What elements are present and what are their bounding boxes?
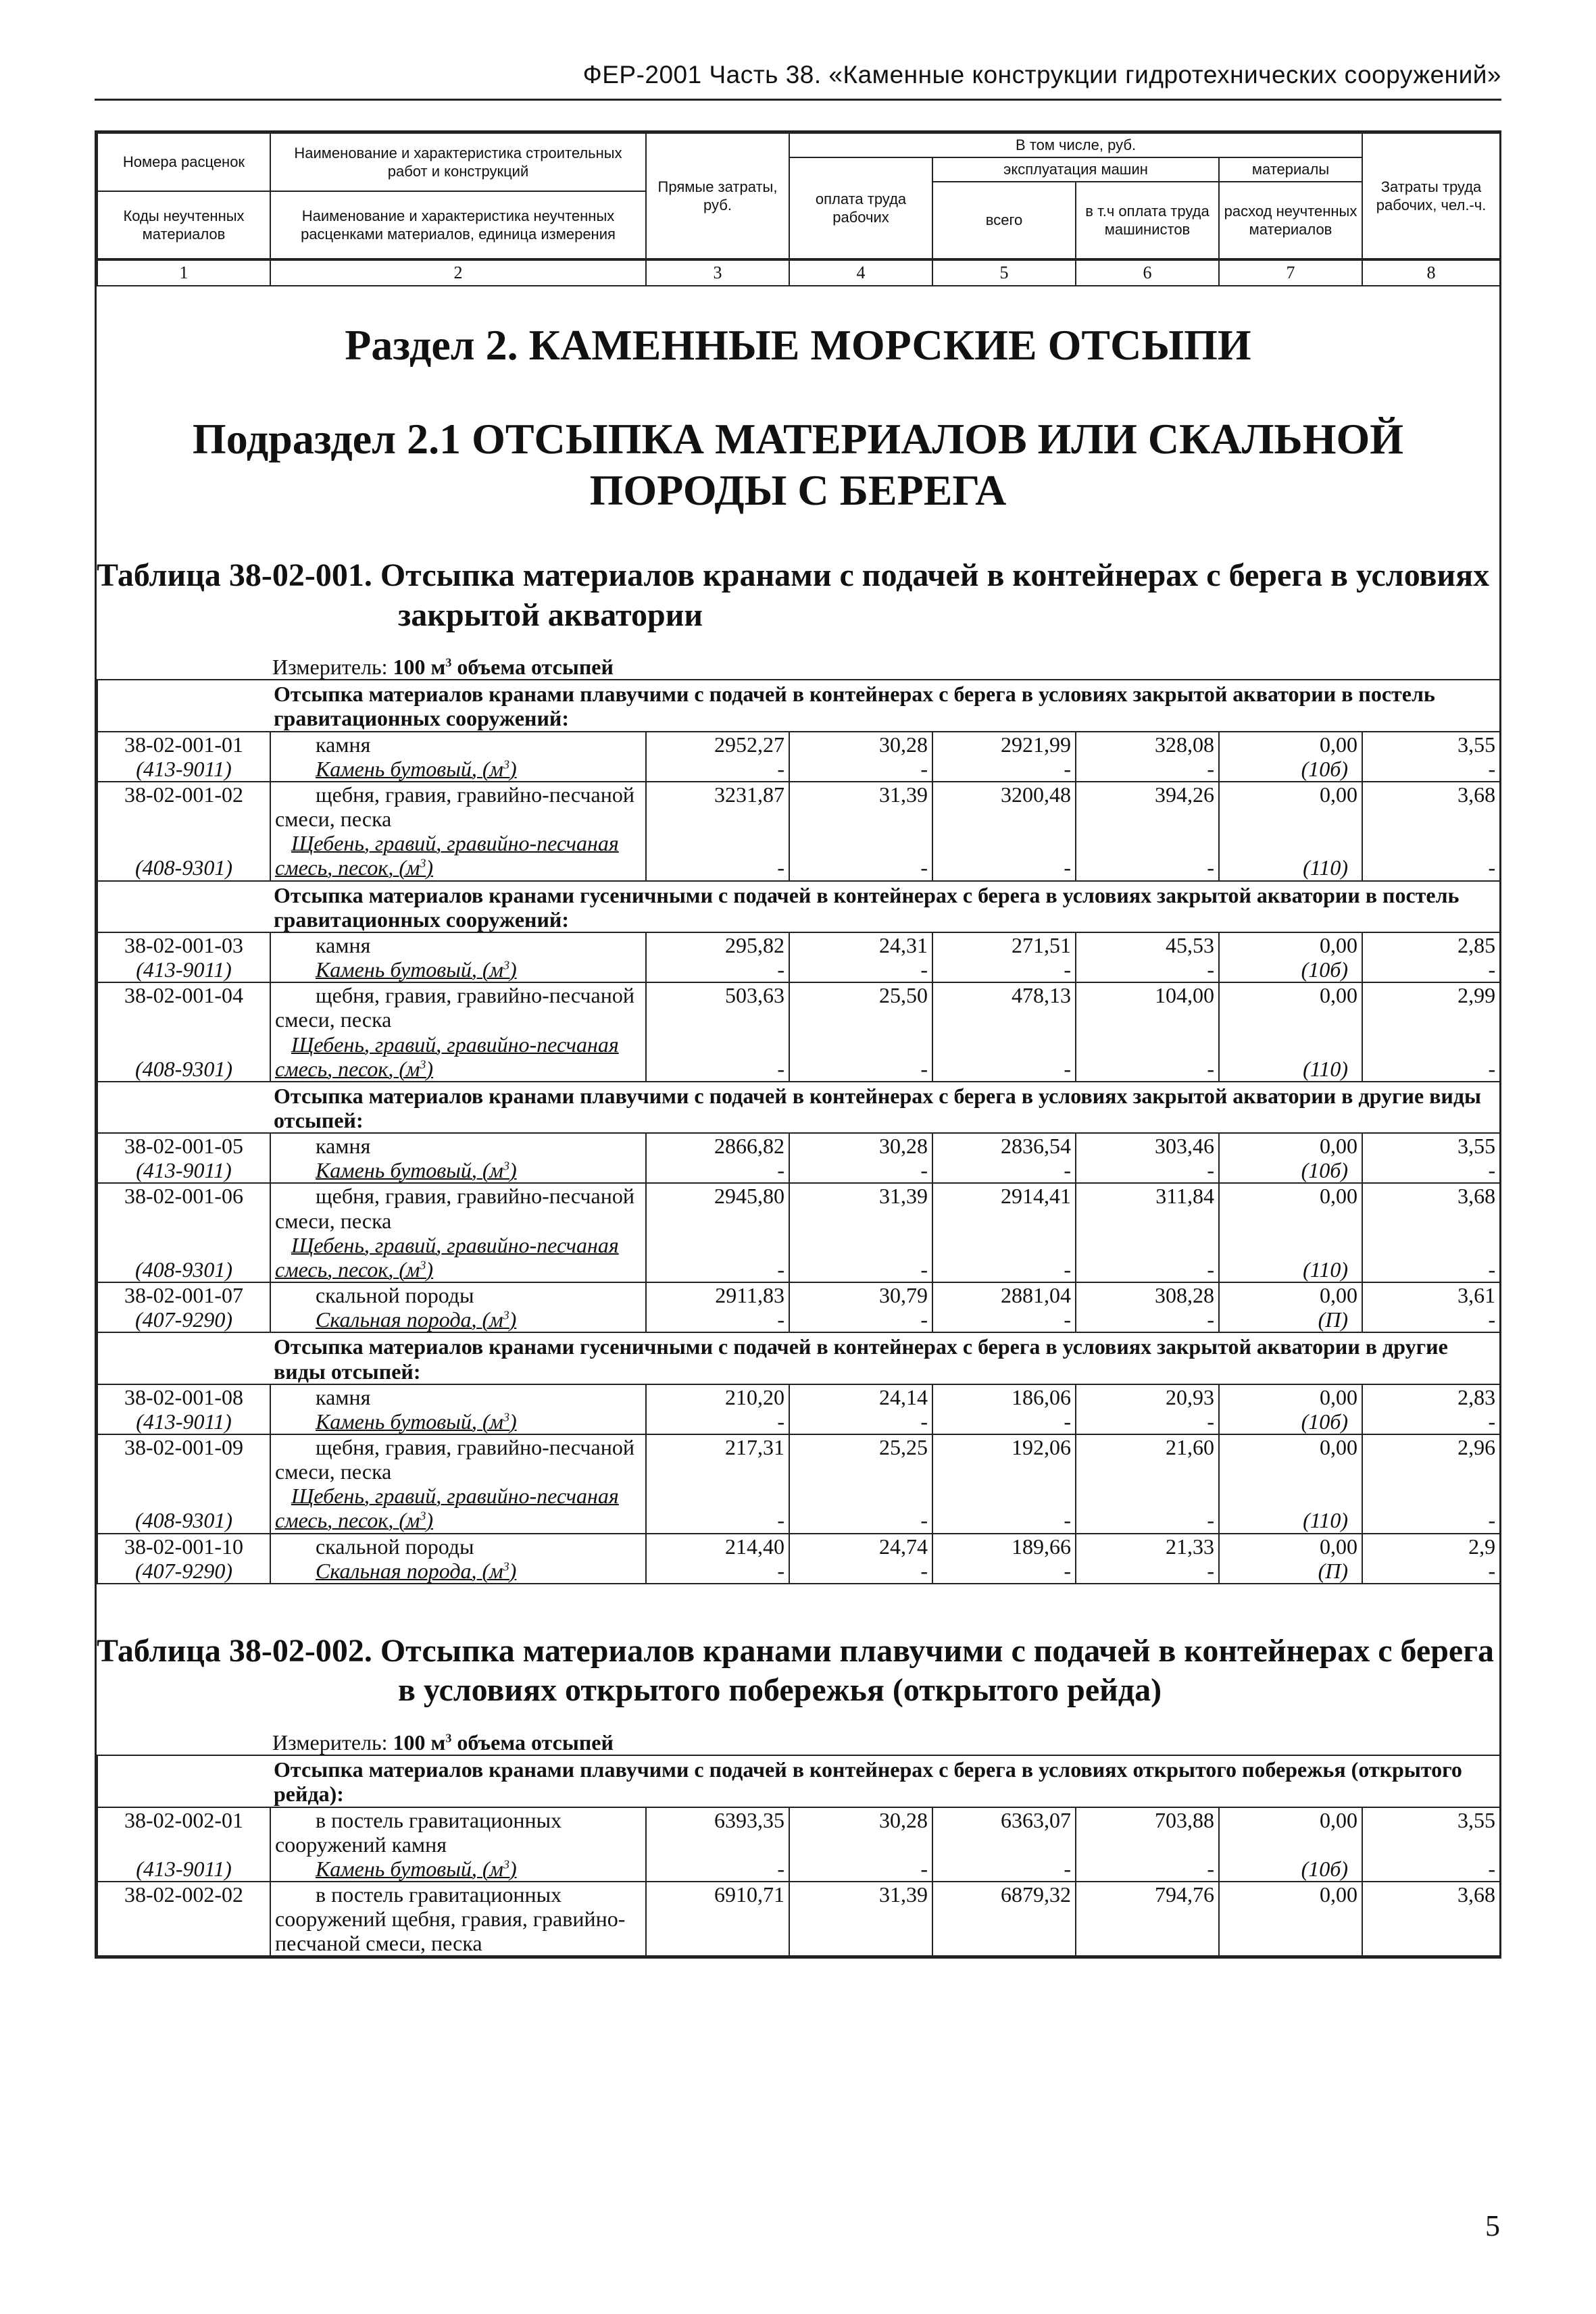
labor: 3,68 (1362, 1183, 1500, 1232)
material-name-cell (270, 1307, 646, 1332)
unit-paren: ) (509, 1307, 517, 1332)
wages: 24,74 (789, 1534, 932, 1559)
wages: 30,28 (789, 1807, 932, 1857)
unit-paren: ) (426, 855, 434, 880)
colnum-8: 8 (1362, 260, 1500, 286)
direct-costs: 3231,87 (646, 782, 789, 831)
group-heading: Отсыпка материалов кранами плавучими с подачей в контейнерах с берега в условиях закрытой акватории в постель гравитационных сооружений: (97, 680, 1500, 731)
dash-cell: - (1362, 1158, 1500, 1183)
rate-row (97, 1384, 1500, 1409)
material-code: (408-9301) (97, 831, 270, 880)
machinist-wages: 308,28 (1076, 1282, 1219, 1307)
column-header-table (97, 132, 1501, 259)
table2-title: Таблица 38-02-002. Отсыпка материалов кранами плавучими с подачей в контейнерах с берега в условиях открытого побережья (открытого рейда) (97, 1632, 1494, 1709)
header-codes: Коды неучтенных материалов (97, 191, 270, 259)
dash-cell: - (646, 831, 789, 880)
material-consumption: (110) (1219, 1233, 1362, 1282)
dash-cell: - (1362, 1233, 1500, 1282)
rate-row (97, 932, 1500, 957)
rate-row (97, 1807, 1500, 1857)
header-machines-total: всего (932, 182, 1076, 259)
material-name-cell (270, 1857, 646, 1882)
materials: 0,00 (1219, 1534, 1362, 1559)
materials: 0,00 (1219, 982, 1362, 1032)
material-consumption: (110) (1219, 831, 1362, 880)
table2-body (97, 1755, 1501, 1957)
work-name: скальной породы (270, 1282, 646, 1307)
group-heading-row (97, 881, 1500, 932)
dash-cell: - (1362, 1307, 1500, 1332)
material-code: (407-9290) (97, 1307, 270, 1332)
material-name-cell (270, 1032, 646, 1082)
group-heading-row (97, 1332, 1500, 1384)
dash-cell: - (1076, 1032, 1219, 1082)
machines-total: 2836,54 (932, 1133, 1076, 1158)
material-code: (408-9301) (97, 1484, 270, 1533)
rate-row (97, 782, 1500, 831)
material-row (97, 757, 1500, 782)
dash-cell: - (789, 1233, 932, 1282)
work-name: в постель гравитационных сооружений камня (270, 1807, 646, 1857)
dash-cell: - (646, 1484, 789, 1533)
machinist-wages: 20,93 (1076, 1384, 1219, 1409)
material-code: (413-9011) (97, 757, 270, 782)
group-heading-row (97, 680, 1500, 731)
dash-cell: - (789, 1484, 932, 1533)
wages: 31,39 (789, 782, 932, 831)
machinist-wages: 45,53 (1076, 932, 1219, 957)
work-name: скальной породы (270, 1534, 646, 1559)
header-direct-costs: Прямые затраты, руб. (646, 133, 789, 259)
material-row (97, 957, 1500, 982)
materials: 0,00 (1219, 1384, 1362, 1409)
labor: 2,9 (1362, 1534, 1500, 1559)
direct-costs: 2866,82 (646, 1133, 789, 1158)
machinist-wages: 21,33 (1076, 1534, 1219, 1559)
unit-superscript: 3 (503, 1308, 509, 1322)
dash-cell: - (789, 1307, 932, 1332)
dash-cell: - (646, 1409, 789, 1434)
materials: 0,00 (1219, 1807, 1362, 1857)
material-name: Камень бутовый, (м (316, 1158, 503, 1183)
unit-superscript: 3 (420, 1258, 426, 1272)
colnum-5: 5 (932, 260, 1076, 286)
header-machines: эксплуатация машин (932, 157, 1219, 182)
material-name: Щебень, гравий, гравийно-песчаная смесь, песок, (м (275, 1484, 619, 1533)
material-consumption: (10б) (1219, 757, 1362, 782)
unit-paren: ) (509, 1558, 517, 1583)
document-page (95, 61, 1501, 1959)
material-name-cell (270, 1559, 646, 1584)
group-heading-row (97, 1082, 1500, 1133)
machines-total: 6363,07 (932, 1807, 1076, 1857)
rate-code: 38-02-002-02 (97, 1882, 270, 1956)
rate-code: 38-02-001-03 (97, 932, 270, 957)
materials: 0,00 (1219, 1434, 1362, 1484)
table2-meter: Измеритель: 100 $м^3$ объема отсыпей (272, 1730, 614, 1755)
rate-code: 38-02-002-01 (97, 1807, 270, 1857)
dash-cell: - (1076, 1559, 1219, 1584)
header-name: Наименование и характеристика строительных работ и конструкций (270, 133, 646, 191)
dash-cell: - (646, 1857, 789, 1882)
header-wages: оплата труда рабочих (789, 157, 932, 259)
colnum-7: 7 (1219, 260, 1362, 286)
dash-cell: - (1362, 1409, 1500, 1434)
direct-costs: 2945,80 (646, 1183, 789, 1232)
labor: 3,68 (1362, 782, 1500, 831)
header-machinist-wages: в т.ч оплата труда машинистов (1076, 182, 1219, 259)
material-consumption: (10б) (1219, 957, 1362, 982)
machines-total: 3200,48 (932, 782, 1076, 831)
unit-superscript: 3 (503, 1410, 509, 1424)
wages: 25,25 (789, 1434, 932, 1484)
unit-superscript: 3 (503, 1559, 509, 1574)
machines-total: 192,06 (932, 1434, 1076, 1484)
machines-total: 478,13 (932, 982, 1076, 1032)
unit-superscript: 3 (503, 958, 509, 972)
unit-paren: ) (509, 756, 517, 781)
machines-total: 2921,99 (932, 732, 1076, 757)
material-name-cell (270, 1484, 646, 1533)
dash-cell: - (789, 831, 932, 880)
material-consumption: (П) (1219, 1559, 1362, 1584)
group-heading-row (97, 1755, 1500, 1807)
dash-cell: - (1076, 1484, 1219, 1533)
machines-total: 6879,32 (932, 1882, 1076, 1956)
material-name: Щебень, гравий, гравийно-песчаная смесь, песок, (м (275, 1232, 619, 1282)
machinist-wages: 303,46 (1076, 1133, 1219, 1158)
dash-cell: - (932, 957, 1076, 982)
material-code: (413-9011) (97, 1158, 270, 1183)
rate-row (97, 1133, 1500, 1158)
machines-total: 2881,04 (932, 1282, 1076, 1307)
wages: 31,39 (789, 1183, 932, 1232)
rate-code: 38-02-001-07 (97, 1282, 270, 1307)
machines-total: 271,51 (932, 932, 1076, 957)
work-name: щебня, гравия, гравийно-песчаной смеси, песка (270, 982, 646, 1032)
materials: 0,00 (1219, 1133, 1362, 1158)
rate-code: 38-02-001-06 (97, 1183, 270, 1232)
material-name-cell (270, 757, 646, 782)
dash-cell: - (646, 957, 789, 982)
materials: 0,00 (1219, 782, 1362, 831)
colnum-6: 6 (1076, 260, 1219, 286)
dash-cell: - (1362, 957, 1500, 982)
direct-costs: 295,82 (646, 932, 789, 957)
wages: 24,14 (789, 1384, 932, 1409)
rate-code: 38-02-001-02 (97, 782, 270, 831)
materials: 0,00 (1219, 1882, 1362, 1956)
work-name: щебня, гравия, гравийно-песчаной смеси, песка (270, 1183, 646, 1232)
dash-cell: - (1076, 957, 1219, 982)
dash-cell: - (789, 757, 932, 782)
subsection-title: Подраздел 2.1 ОТСЫПКА МАТЕРИАЛОВ ИЛИ СКАЛЬНОЙ ПОРОДЫ С БЕРЕГА (192, 415, 1404, 514)
rate-row (97, 1882, 1500, 1956)
direct-costs: 217,31 (646, 1434, 789, 1484)
dash-cell: - (1362, 1559, 1500, 1584)
dash-cell: - (646, 1032, 789, 1082)
machines-total: 2914,41 (932, 1183, 1076, 1232)
machinist-wages: 21,60 (1076, 1434, 1219, 1484)
work-name: камня (270, 1384, 646, 1409)
section-title: Раздел 2. КАМЕННЫЕ МОРСКИЕ ОТСЫПИ (345, 321, 1251, 369)
direct-costs: 2911,83 (646, 1282, 789, 1307)
rate-row (97, 1282, 1500, 1307)
material-row (97, 1409, 1500, 1434)
materials: 0,00 (1219, 932, 1362, 957)
wages: 24,31 (789, 932, 932, 957)
rate-row (97, 1434, 1500, 1484)
material-name-cell (270, 831, 646, 880)
colnum-3: 3 (646, 260, 789, 286)
direct-costs: 6910,71 (646, 1882, 789, 1956)
header-materials: материалы (1219, 157, 1362, 182)
work-name: камня (270, 1133, 646, 1158)
machinist-wages: 394,26 (1076, 782, 1219, 831)
running-header: ФЕР-2001 Часть 38. «Каменные конструкции гидротехнических сооружений» (95, 61, 1501, 101)
dash-cell: - (932, 831, 1076, 880)
group-heading: Отсыпка материалов кранами плавучими с подачей в контейнерах с берега в условиях открытого побережья (открытого рейда): (97, 1755, 1500, 1807)
unit-superscript: 3 (503, 757, 509, 772)
dash-cell: - (932, 1409, 1076, 1434)
material-consumption: (110) (1219, 1032, 1362, 1082)
material-code: (413-9011) (97, 957, 270, 982)
labor: 2,96 (1362, 1434, 1500, 1484)
materials: 0,00 (1219, 1282, 1362, 1307)
dash-cell: - (789, 1409, 932, 1434)
material-name-cell (270, 957, 646, 982)
header-labor: Затраты труда рабочих, чел.-ч. (1362, 133, 1500, 259)
material-row (97, 1307, 1500, 1332)
material-code: (413-9011) (97, 1409, 270, 1434)
direct-costs: 214,40 (646, 1534, 789, 1559)
labor: 2,85 (1362, 932, 1500, 957)
material-consumption: (П) (1219, 1307, 1362, 1332)
unit-paren: ) (509, 1158, 517, 1183)
table1-meter: Измеритель: 100 $м^3$ объема отсыпей (272, 655, 614, 680)
material-consumption: (110) (1219, 1484, 1362, 1533)
work-name: щебня, гравия, гравийно-песчаной смеси, песка (270, 782, 646, 831)
unit-superscript: 3 (420, 1057, 426, 1071)
dash-cell: - (932, 1484, 1076, 1533)
dash-cell: - (646, 1158, 789, 1183)
dash-cell: - (1362, 831, 1500, 880)
labor: 3,68 (1362, 1882, 1500, 1956)
labor: 3,55 (1362, 1807, 1500, 1857)
unit-paren: ) (509, 957, 517, 982)
machines-total: 189,66 (932, 1534, 1076, 1559)
dash-cell: - (1076, 831, 1219, 880)
dash-cell: - (1076, 1857, 1219, 1882)
material-consumption: (10б) (1219, 1158, 1362, 1183)
unit-superscript: 3 (503, 1857, 509, 1871)
material-name: Скальная порода, (м (316, 1307, 503, 1332)
wages: 30,28 (789, 1133, 932, 1158)
materials: 0,00 (1219, 732, 1362, 757)
wages: 25,50 (789, 982, 932, 1032)
unit-superscript: 3 (420, 1509, 426, 1523)
dash-cell: - (646, 1307, 789, 1332)
machines-total: 186,06 (932, 1384, 1076, 1409)
rate-code: 38-02-001-08 (97, 1384, 270, 1409)
labor: 2,83 (1362, 1384, 1500, 1409)
rate-code: 38-02-001-04 (97, 982, 270, 1032)
group-heading: Отсыпка материалов кранами гусеничными с подачей в контейнерах с берега в условиях закрытой акватории в постель гравитационных сооружений: (97, 881, 1500, 932)
dash-cell: - (1076, 1233, 1219, 1282)
machinist-wages: 794,76 (1076, 1882, 1219, 1956)
material-name: Камень бутовый, (м (316, 1409, 503, 1434)
table1-title: Таблица 38-02-001. Отсыпка материалов кранами с подачей в контейнерах с берега в условиях закрытой акватории (97, 557, 1490, 633)
material-row (97, 1857, 1500, 1882)
labor: 3,55 (1362, 1133, 1500, 1158)
rate-row (97, 1183, 1500, 1232)
header-including: В том числе, руб. (789, 133, 1362, 157)
unit-paren: ) (426, 1257, 434, 1282)
wages: 30,79 (789, 1282, 932, 1307)
material-name-cell (270, 1158, 646, 1183)
labor: 2,99 (1362, 982, 1500, 1032)
materials: 0,00 (1219, 1183, 1362, 1232)
material-code: (407-9290) (97, 1559, 270, 1584)
colnum-4: 4 (789, 260, 932, 286)
dash-cell: - (789, 1857, 932, 1882)
work-name: камня (270, 932, 646, 957)
machinist-wages: 703,88 (1076, 1807, 1219, 1857)
dash-cell: - (1076, 1158, 1219, 1183)
rate-row (97, 1534, 1500, 1559)
material-name: Камень бутовый, (м (316, 1856, 503, 1881)
dash-cell: - (646, 1233, 789, 1282)
material-name: Камень бутовый, (м (316, 957, 503, 982)
dash-cell: - (646, 757, 789, 782)
direct-costs: 503,63 (646, 982, 789, 1032)
unit-paren: ) (509, 1409, 517, 1434)
rate-code: 38-02-001-01 (97, 732, 270, 757)
labor: 3,55 (1362, 732, 1500, 757)
material-name: Скальная порода, (м (316, 1558, 503, 1583)
rate-code: 38-02-001-10 (97, 1534, 270, 1559)
dash-cell: - (646, 1559, 789, 1584)
dash-cell: - (1362, 757, 1500, 782)
dash-cell: - (1362, 1484, 1500, 1533)
material-consumption: (10б) (1219, 1857, 1362, 1882)
rate-row (97, 732, 1500, 757)
rate-row (97, 982, 1500, 1032)
material-row (97, 1484, 1500, 1533)
page-number: 5 (1485, 2209, 1500, 2242)
dash-cell: - (932, 1857, 1076, 1882)
material-row (97, 1032, 1500, 1082)
work-name: камня (270, 732, 646, 757)
dash-cell: - (1362, 1032, 1500, 1082)
material-name-cell (270, 1233, 646, 1282)
rate-code: 38-02-001-05 (97, 1133, 270, 1158)
material-row (97, 1158, 1500, 1183)
table1-body (97, 679, 1501, 1584)
direct-costs: 6393,35 (646, 1807, 789, 1857)
dash-cell: - (932, 757, 1076, 782)
material-row (97, 1559, 1500, 1584)
wages: 31,39 (789, 1882, 932, 1956)
work-name: в постель гравитационных сооружений щебня, гравия, гравийно-песчаной смеси, песка (270, 1882, 646, 1956)
unit-paren: ) (426, 1056, 434, 1081)
material-code: (413-9011) (97, 1857, 270, 1882)
labor: 3,61 (1362, 1282, 1500, 1307)
colnum-1: 1 (97, 260, 270, 286)
work-name: щебня, гравия, гравийно-песчаной смеси, песка (270, 1434, 646, 1484)
unit-superscript: 3 (503, 1159, 509, 1173)
dash-cell: - (932, 1307, 1076, 1332)
material-name: Камень бутовый, (м (316, 756, 503, 781)
material-row (97, 1233, 1500, 1282)
machinist-wages: 311,84 (1076, 1183, 1219, 1232)
material-name: Щебень, гравий, гравийно-песчаная смесь, песок, (м (275, 831, 619, 880)
dash-cell: - (1076, 757, 1219, 782)
colnum-2: 2 (270, 260, 646, 286)
wages: 30,28 (789, 732, 932, 757)
dash-cell: - (1076, 1307, 1219, 1332)
content-frame (95, 130, 1501, 1959)
machinist-wages: 328,08 (1076, 732, 1219, 757)
unit-superscript: 3 (420, 856, 426, 870)
dash-cell: - (932, 1233, 1076, 1282)
dash-cell: - (789, 1158, 932, 1183)
group-heading: Отсыпка материалов кранами гусеничными с подачей в контейнерах с берега в условиях закрытой акватории в другие виды отсыпей: (97, 1332, 1500, 1384)
dash-cell: - (789, 1559, 932, 1584)
material-name-cell (270, 1409, 646, 1434)
material-consumption: (10б) (1219, 1409, 1362, 1434)
dash-cell: - (789, 1032, 932, 1082)
dash-cell: - (932, 1559, 1076, 1584)
column-number-row (97, 259, 1501, 286)
material-code: (408-9301) (97, 1233, 270, 1282)
header-materials-consumption: расход неучтенных материалов (1219, 182, 1362, 259)
dash-cell: - (932, 1032, 1076, 1082)
group-heading: Отсыпка материалов кранами плавучими с подачей в контейнерах с берега в условиях закрытой акватории в другие виды отсыпей: (97, 1082, 1500, 1133)
dash-cell: - (1362, 1857, 1500, 1882)
dash-cell: - (1076, 1409, 1219, 1434)
header-name2: Наименование и характеристика неучтенных расценками материалов, единица измерения (270, 191, 646, 259)
material-row (97, 831, 1500, 880)
direct-costs: 210,20 (646, 1384, 789, 1409)
direct-costs: 2952,27 (646, 732, 789, 757)
dash-cell: - (789, 957, 932, 982)
rate-code: 38-02-001-09 (97, 1434, 270, 1484)
unit-paren: ) (426, 1508, 434, 1533)
header-numbers: Номера расценок (97, 133, 270, 191)
material-name: Щебень, гравий, гравийно-песчаная смесь, песок, (м (275, 1032, 619, 1081)
dash-cell: - (932, 1158, 1076, 1183)
material-code: (408-9301) (97, 1032, 270, 1082)
unit-paren: ) (509, 1856, 517, 1881)
machinist-wages: 104,00 (1076, 982, 1219, 1032)
